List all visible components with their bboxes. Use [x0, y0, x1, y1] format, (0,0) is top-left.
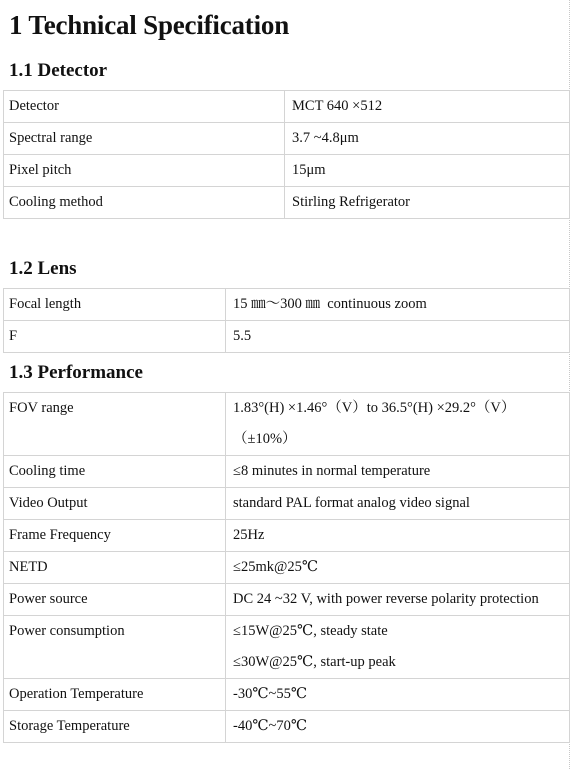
detector-table: [3, 90, 570, 219]
spec-key: Storage Temperature: [4, 711, 226, 743]
spec-value: Stirling Refrigerator: [285, 187, 570, 219]
spec-value: 15 ㎜～300 ㎜ continuous zoom: [226, 289, 570, 321]
lens-table: [3, 288, 570, 353]
spec-key: Operation Temperature: [4, 679, 226, 711]
spec-key: Frame Frequency: [4, 520, 226, 552]
spec-key: Cooling method: [4, 187, 285, 219]
spec-value: MCT 640 ×512: [285, 91, 570, 123]
spec-value: 1.83°(H) ×1.46°（V）to 36.5°(H) ×29.2°（V）（±10%）: [226, 393, 570, 456]
table-row: [4, 155, 570, 187]
spec-value: standard PAL format analog video signal: [226, 488, 570, 520]
table-row: [4, 584, 570, 616]
spec-value: ≤8 minutes in normal temperature: [226, 456, 570, 488]
table-row: [4, 289, 570, 321]
spec-value: ≤25mk@25℃: [226, 552, 570, 584]
table-row: [4, 488, 570, 520]
spec-value: 3.7 ~4.8μm: [285, 123, 570, 155]
spec-value: 25Hz: [226, 520, 570, 552]
document-title: 1 Technical Specification: [9, 10, 290, 40]
spec-key: Focal length: [4, 289, 226, 321]
table-row: [4, 711, 570, 743]
spec-key: Pixel pitch: [4, 155, 285, 187]
spec-key: FOV range: [4, 393, 226, 456]
table-row: [4, 456, 570, 488]
spec-value: 15μm: [285, 155, 570, 187]
spec-value: -40℃~70℃: [226, 711, 570, 743]
table-row: [4, 520, 570, 552]
table-row: [4, 616, 570, 679]
table-row: [4, 393, 570, 456]
spec-value: -30℃~55℃: [226, 679, 570, 711]
performance-table: [3, 392, 570, 743]
spec-value: ≤30W@25℃, start-up peak: [233, 654, 396, 670]
table-row: [4, 679, 570, 711]
spec-key: Video Output: [4, 488, 226, 520]
spec-key: Detector: [4, 91, 285, 123]
spec-value: ≤15W@25℃, steady state: [233, 623, 388, 639]
spec-key: F: [4, 321, 226, 353]
spec-key: NETD: [4, 552, 226, 584]
table-row: [4, 552, 570, 584]
table-row: [4, 123, 570, 155]
spec-key: Spectral range: [4, 123, 285, 155]
spec-value: DC 24 ~32 V, with power reverse polarity protection: [226, 584, 570, 616]
section-heading-detector: 1.1 Detector: [9, 60, 108, 81]
spec-value-group: [226, 616, 570, 679]
spec-key: Cooling time: [4, 456, 226, 488]
spec-value: 5.5: [226, 321, 570, 353]
table-row: [4, 91, 570, 123]
spec-key: Power source: [4, 584, 226, 616]
spec-key: Power consumption: [4, 616, 226, 679]
table-row: [4, 321, 570, 353]
section-heading-lens: 1.2 Lens: [9, 258, 77, 279]
section-heading-performance: 1.3 Performance: [9, 362, 143, 383]
table-row: [4, 187, 570, 219]
